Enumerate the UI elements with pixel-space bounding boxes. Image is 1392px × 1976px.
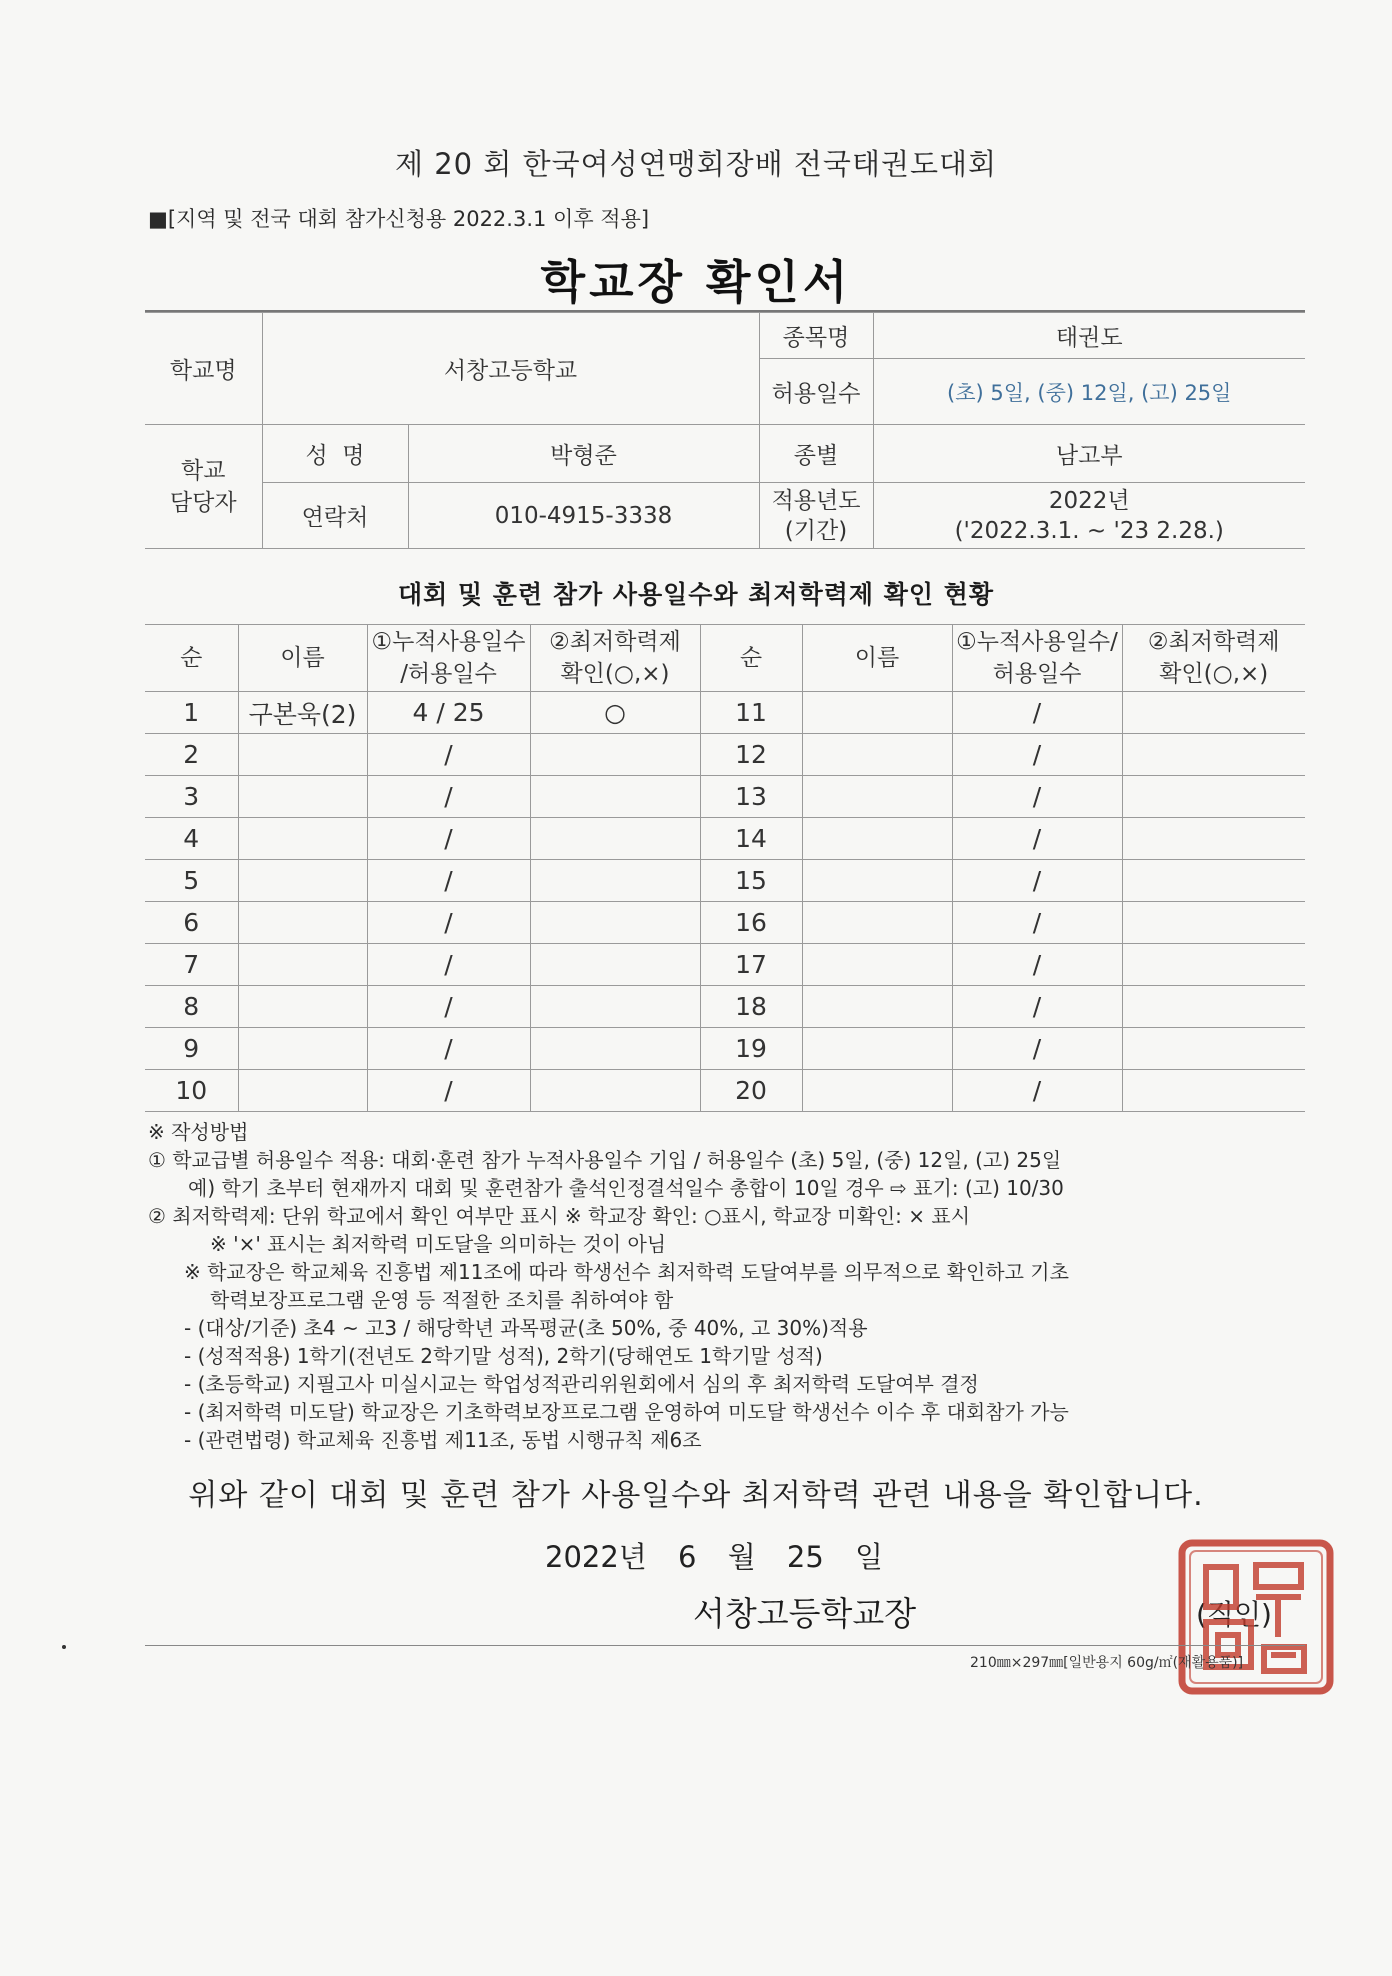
principal-title: 서창고등학교장 — [693, 1594, 917, 1633]
row-name-right — [802, 734, 952, 776]
row-check-right — [1122, 776, 1305, 818]
row-days-right: / — [952, 944, 1122, 986]
row-no-right: 15 — [700, 860, 802, 902]
row-no-right: 13 — [700, 776, 802, 818]
row-days-right: / — [952, 902, 1122, 944]
row-no: 8 — [145, 986, 238, 1028]
row-days-right: / — [952, 1028, 1122, 1070]
table-row — [145, 860, 1305, 902]
header-days-right-line1: ①누적사용일수/ — [956, 629, 1118, 655]
row-days: / — [367, 860, 530, 902]
row-check — [530, 986, 700, 1028]
row-days-right: / — [952, 1070, 1122, 1112]
name-value: 박형준 — [408, 425, 759, 483]
scan-dot — [62, 1645, 66, 1649]
sport-value: 태권도 — [873, 313, 1305, 359]
row-check-right — [1122, 1070, 1305, 1112]
row-name — [238, 902, 367, 944]
row-days: / — [367, 818, 530, 860]
school-info-table — [145, 312, 1305, 549]
row-name-right — [802, 1028, 952, 1070]
header-name: 이름 — [238, 625, 367, 692]
row-no: 9 — [145, 1028, 238, 1070]
row-check — [530, 1070, 700, 1112]
division-label: 종별 — [759, 425, 873, 483]
row-days: / — [367, 1070, 530, 1112]
manager-label-line1: 학교 — [181, 457, 226, 484]
header-days-right-line2: 허용일수 — [992, 661, 1082, 687]
row-name — [238, 776, 367, 818]
manager-label — [145, 425, 262, 549]
year-label — [759, 483, 873, 549]
contact-label: 연락처 — [262, 483, 408, 549]
school-label: 학교명 — [145, 313, 262, 425]
row-check: ○ — [530, 692, 700, 734]
row-name-right — [802, 944, 952, 986]
table-row — [145, 1070, 1305, 1112]
signing-date: 2022년 6 월 25 일 — [545, 1540, 884, 1574]
school-value: 서창고등학교 — [262, 313, 759, 425]
table-row — [145, 902, 1305, 944]
year-label-line1: 적용년도 — [771, 487, 861, 514]
division-value: 남고부 — [873, 425, 1305, 483]
header-check-right — [1122, 625, 1305, 692]
header-days — [367, 625, 530, 692]
table-row — [145, 986, 1305, 1028]
instruction-line: ※ '×' 표시는 최저학력 미도달을 의미하는 것이 아님 — [210, 1232, 667, 1256]
row-check-right — [1122, 944, 1305, 986]
row-check — [530, 902, 700, 944]
row-no: 3 — [145, 776, 238, 818]
row-check — [530, 776, 700, 818]
row-name — [238, 944, 367, 986]
row-name: 구본욱(2) — [238, 692, 367, 734]
row-check-right — [1122, 818, 1305, 860]
table-row — [145, 734, 1305, 776]
row-check-right — [1122, 860, 1305, 902]
form-usage-note: ■[지역 및 전국 대회 참가신청용 2022.3.1 이후 적용] — [148, 207, 650, 231]
row-name-right — [802, 692, 952, 734]
instruction-line: ① 학교급별 허용일수 적용: 대회·훈련 참가 누적사용일수 기입 / 허용일수 (초) 5일, (중) 12일, (고) 25일 — [148, 1148, 1062, 1172]
row-check — [530, 944, 700, 986]
year-label-line2: (기간) — [784, 517, 848, 544]
instruction-line: - (초등학교) 지필고사 미실시교는 학업성적관리위원회에서 심의 후 최저학력 도달여부 결정 — [184, 1372, 979, 1396]
row-name — [238, 734, 367, 776]
row-days-right: / — [952, 860, 1122, 902]
row-days: / — [367, 1028, 530, 1070]
instruction-line: - (관련법령) 학교체육 진흥법 제11조, 동법 시행규칙 제6조 — [184, 1428, 702, 1452]
row-no-right: 16 — [700, 902, 802, 944]
row-name — [238, 860, 367, 902]
sport-label: 종목명 — [759, 313, 873, 359]
row-no: 1 — [145, 692, 238, 734]
seal-label: (직인) — [1196, 1598, 1272, 1631]
row-name-right — [802, 860, 952, 902]
instruction-line: - (대상/기준) 초4 ~ 고3 / 해당학년 과목평균(초 50%, 중 40%, 고 30%)적용 — [184, 1316, 868, 1340]
roster-table — [145, 624, 1305, 1112]
row-days-right: / — [952, 818, 1122, 860]
writing-instructions — [148, 1118, 1308, 1454]
instruction-line: ② 최저학력제: 단위 학교에서 확인 여부만 표시 ※ 학교장 확인: ○표시, 학교장 미확인: × 표시 — [148, 1204, 971, 1228]
row-check — [530, 818, 700, 860]
row-days: / — [367, 734, 530, 776]
row-name — [238, 818, 367, 860]
row-check-right — [1122, 692, 1305, 734]
header-check — [530, 625, 700, 692]
instruction-line: 학력보장프로그램 운영 등 적절한 조치를 취하여야 함 — [210, 1288, 674, 1312]
row-no-right: 20 — [700, 1070, 802, 1112]
row-no: 7 — [145, 944, 238, 986]
contact-value: 010-4915-3338 — [408, 483, 759, 549]
row-days: / — [367, 776, 530, 818]
header-days-line1: ①누적사용일수 — [371, 629, 526, 655]
row-check — [530, 1028, 700, 1070]
row-check-right — [1122, 986, 1305, 1028]
row-days: / — [367, 944, 530, 986]
header-name-right: 이름 — [802, 625, 952, 692]
row-check-right — [1122, 902, 1305, 944]
table-row — [145, 944, 1305, 986]
allowed-days-label: 허용일수 — [759, 359, 873, 425]
header-no-right: 순 — [700, 625, 802, 692]
header-check-right-line1: ②최저학력제 — [1147, 629, 1280, 655]
name-label: 성 명 — [262, 425, 408, 483]
row-name-right — [802, 776, 952, 818]
header-check-right-line2: 확인(○,×) — [1159, 661, 1269, 687]
confirmation-statement: 위와 같이 대회 및 훈련 참가 사용일수와 최저학력 관련 내용을 확인합니다. — [188, 1478, 1204, 1513]
row-no-right: 18 — [700, 986, 802, 1028]
row-days: / — [367, 902, 530, 944]
row-no-right: 14 — [700, 818, 802, 860]
row-name — [238, 1070, 367, 1112]
row-days-right: / — [952, 776, 1122, 818]
table-row — [145, 692, 1305, 734]
document-title: 학교장 확인서 — [540, 255, 852, 309]
row-check-right — [1122, 1028, 1305, 1070]
year-value — [873, 483, 1305, 549]
row-no-right: 19 — [700, 1028, 802, 1070]
row-days-right: / — [952, 734, 1122, 776]
official-seal-stamp — [1176, 1537, 1336, 1697]
header-check-line1: ②최저학력제 — [549, 629, 681, 655]
row-no: 4 — [145, 818, 238, 860]
event-title: 제 20 회 한국여성연맹회장배 전국태권도대회 — [394, 147, 998, 181]
table-row — [145, 776, 1305, 818]
row-name-right — [802, 818, 952, 860]
row-no-right: 12 — [700, 734, 802, 776]
row-name — [238, 986, 367, 1028]
row-no: 5 — [145, 860, 238, 902]
allowed-days-value: (초) 5일, (중) 12일, (고) 25일 — [873, 359, 1305, 425]
row-no: 10 — [145, 1070, 238, 1112]
row-days-right: / — [952, 986, 1122, 1028]
paper-spec: 210㎜×297㎜[일반용지 60g/㎡(재활용품)] — [970, 1655, 1244, 1671]
instruction-line: ※ 학교장은 학교체육 진흥법 제11조에 따라 학생선수 최저학력 도달여부를 의무적으로 확인하고 기초 — [184, 1260, 1069, 1284]
row-name-right — [802, 902, 952, 944]
instruction-line: - (성적적용) 1학기(전년도 2학기말 성적), 2학기(당해연도 1학기말 성적) — [184, 1344, 823, 1368]
row-no-right: 17 — [700, 944, 802, 986]
header-days-right — [952, 625, 1122, 692]
row-days-right: / — [952, 692, 1122, 734]
row-no-right: 11 — [700, 692, 802, 734]
table-row — [145, 1028, 1305, 1070]
header-no: 순 — [145, 625, 238, 692]
row-check — [530, 734, 700, 776]
period-value-text: ('2022.3.1. ~ '23 2.28.) — [954, 517, 1224, 544]
header-days-line2: /허용일수 — [400, 661, 497, 687]
row-days: / — [367, 986, 530, 1028]
row-name-right — [802, 1070, 952, 1112]
section-title: 대회 및 훈련 참가 사용일수와 최저학력제 확인 현황 — [397, 580, 995, 609]
row-name — [238, 1028, 367, 1070]
row-no: 2 — [145, 734, 238, 776]
bottom-rule — [145, 1645, 1305, 1646]
instruction-line: - (최저학력 미도달) 학교장은 기초학력보장프로그램 운영하여 미도달 학생선수 이수 후 대회참가 가능 — [184, 1400, 1069, 1424]
row-check-right — [1122, 734, 1305, 776]
row-no: 6 — [145, 902, 238, 944]
header-check-line2: 확인(○,×) — [560, 661, 670, 687]
manager-label-line2: 담당자 — [169, 489, 237, 516]
table-row — [145, 818, 1305, 860]
row-check — [530, 860, 700, 902]
row-days: 4 / 25 — [367, 692, 530, 734]
instruction-line: ※ 작성방법 — [148, 1120, 249, 1144]
year-value-text: 2022년 — [1048, 487, 1130, 514]
roster-header-row — [145, 625, 1305, 692]
instruction-line: 예) 학기 초부터 현재까지 대회 및 훈련참가 출석인정결석일수 총합이 10일 경우 ⇨ 표기: (고) 10/30 — [188, 1176, 1064, 1200]
row-name-right — [802, 986, 952, 1028]
